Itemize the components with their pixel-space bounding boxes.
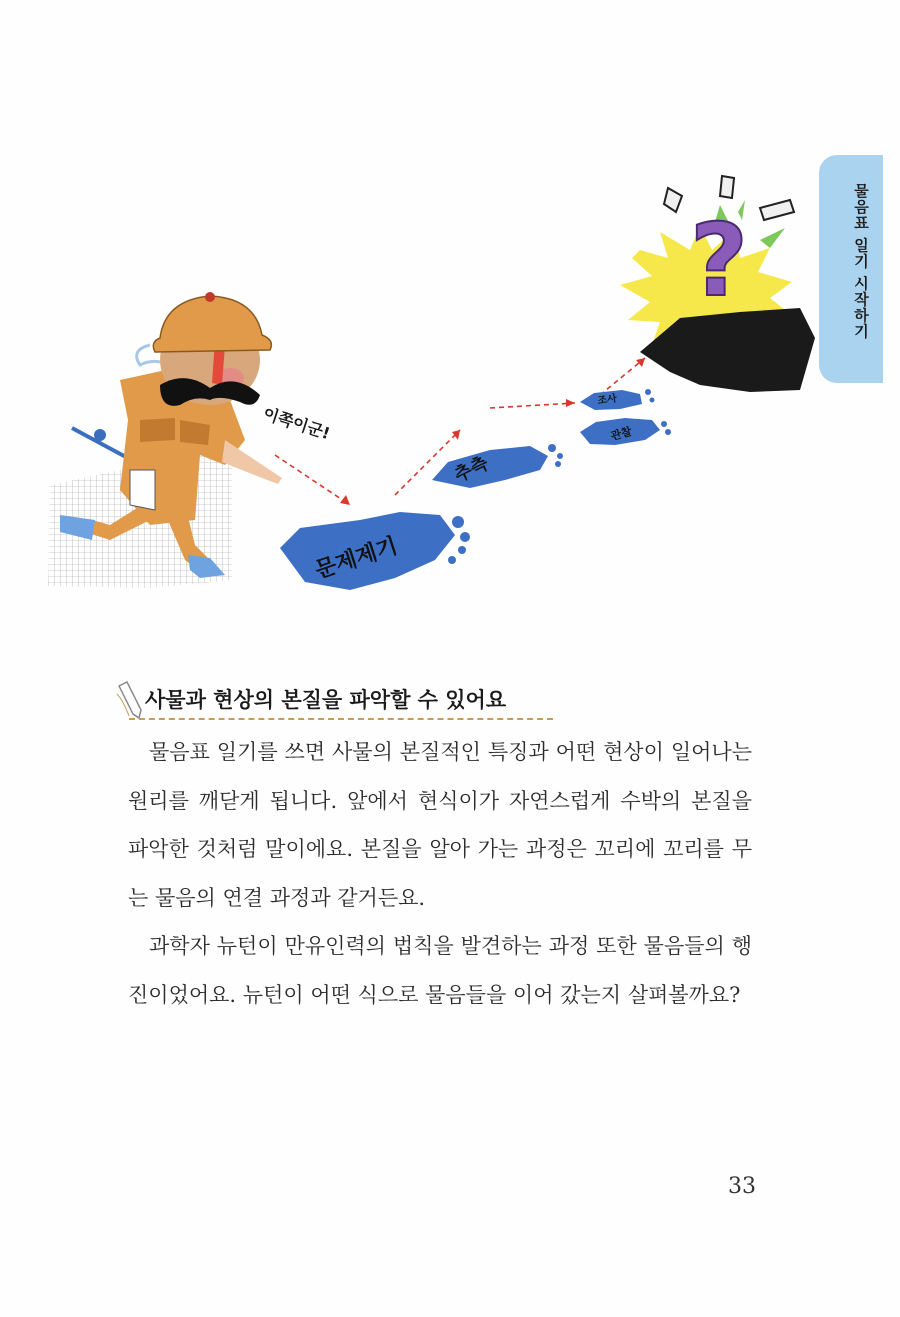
chapter-side-tab-label: 물음표 일기 시작하기 xyxy=(852,183,870,340)
footprint-2-label: 추측 xyxy=(451,452,492,487)
footprint-4-label: 조사 xyxy=(596,393,618,407)
page-number: 33 xyxy=(728,1174,756,1199)
footprint-1-label: 문제제기 xyxy=(312,533,401,584)
paragraph-2: 과학자 뉴턴이 만유인력의 법칙을 발견하는 과정 또한 물음들의 행진이었어요. 뉴턴이 어떤 식으로 물음들을 이어 갔는지 살펴볼까요? xyxy=(128,934,752,1007)
question-mark: ? xyxy=(690,202,749,319)
section-heading-text: 사물과 현상의 본질을 파악할 수 있어요 xyxy=(145,688,507,712)
footprint-3-label: 관찰 xyxy=(609,424,634,443)
section-heading xyxy=(113,680,553,722)
explorer-footprints-illustration xyxy=(0,0,900,640)
heading-divider xyxy=(129,718,553,720)
question-mark-burst xyxy=(620,176,815,392)
pencil-icon xyxy=(113,680,147,722)
footprint-3 xyxy=(580,418,671,445)
speech-bubble-text: 이쪽이군! xyxy=(260,403,333,444)
body-text xyxy=(128,728,752,1019)
paragraph-1: 물음표 일기를 쓰면 사물의 본질적인 특징과 어떤 현상이 일어나는 원리를 깨닫게 됩니다. 앞에서 현식이가 자연스럽게 수박의 본질을 파악한 것처럼 말이에요. 본질을 알아 가는 과정은 꼬리에 꼬리를 무는 물음의 연결 과정과 같거든요. xyxy=(128,740,752,910)
footprint-2 xyxy=(432,444,563,488)
footprint-4 xyxy=(580,389,655,410)
footprint-1 xyxy=(280,512,470,590)
